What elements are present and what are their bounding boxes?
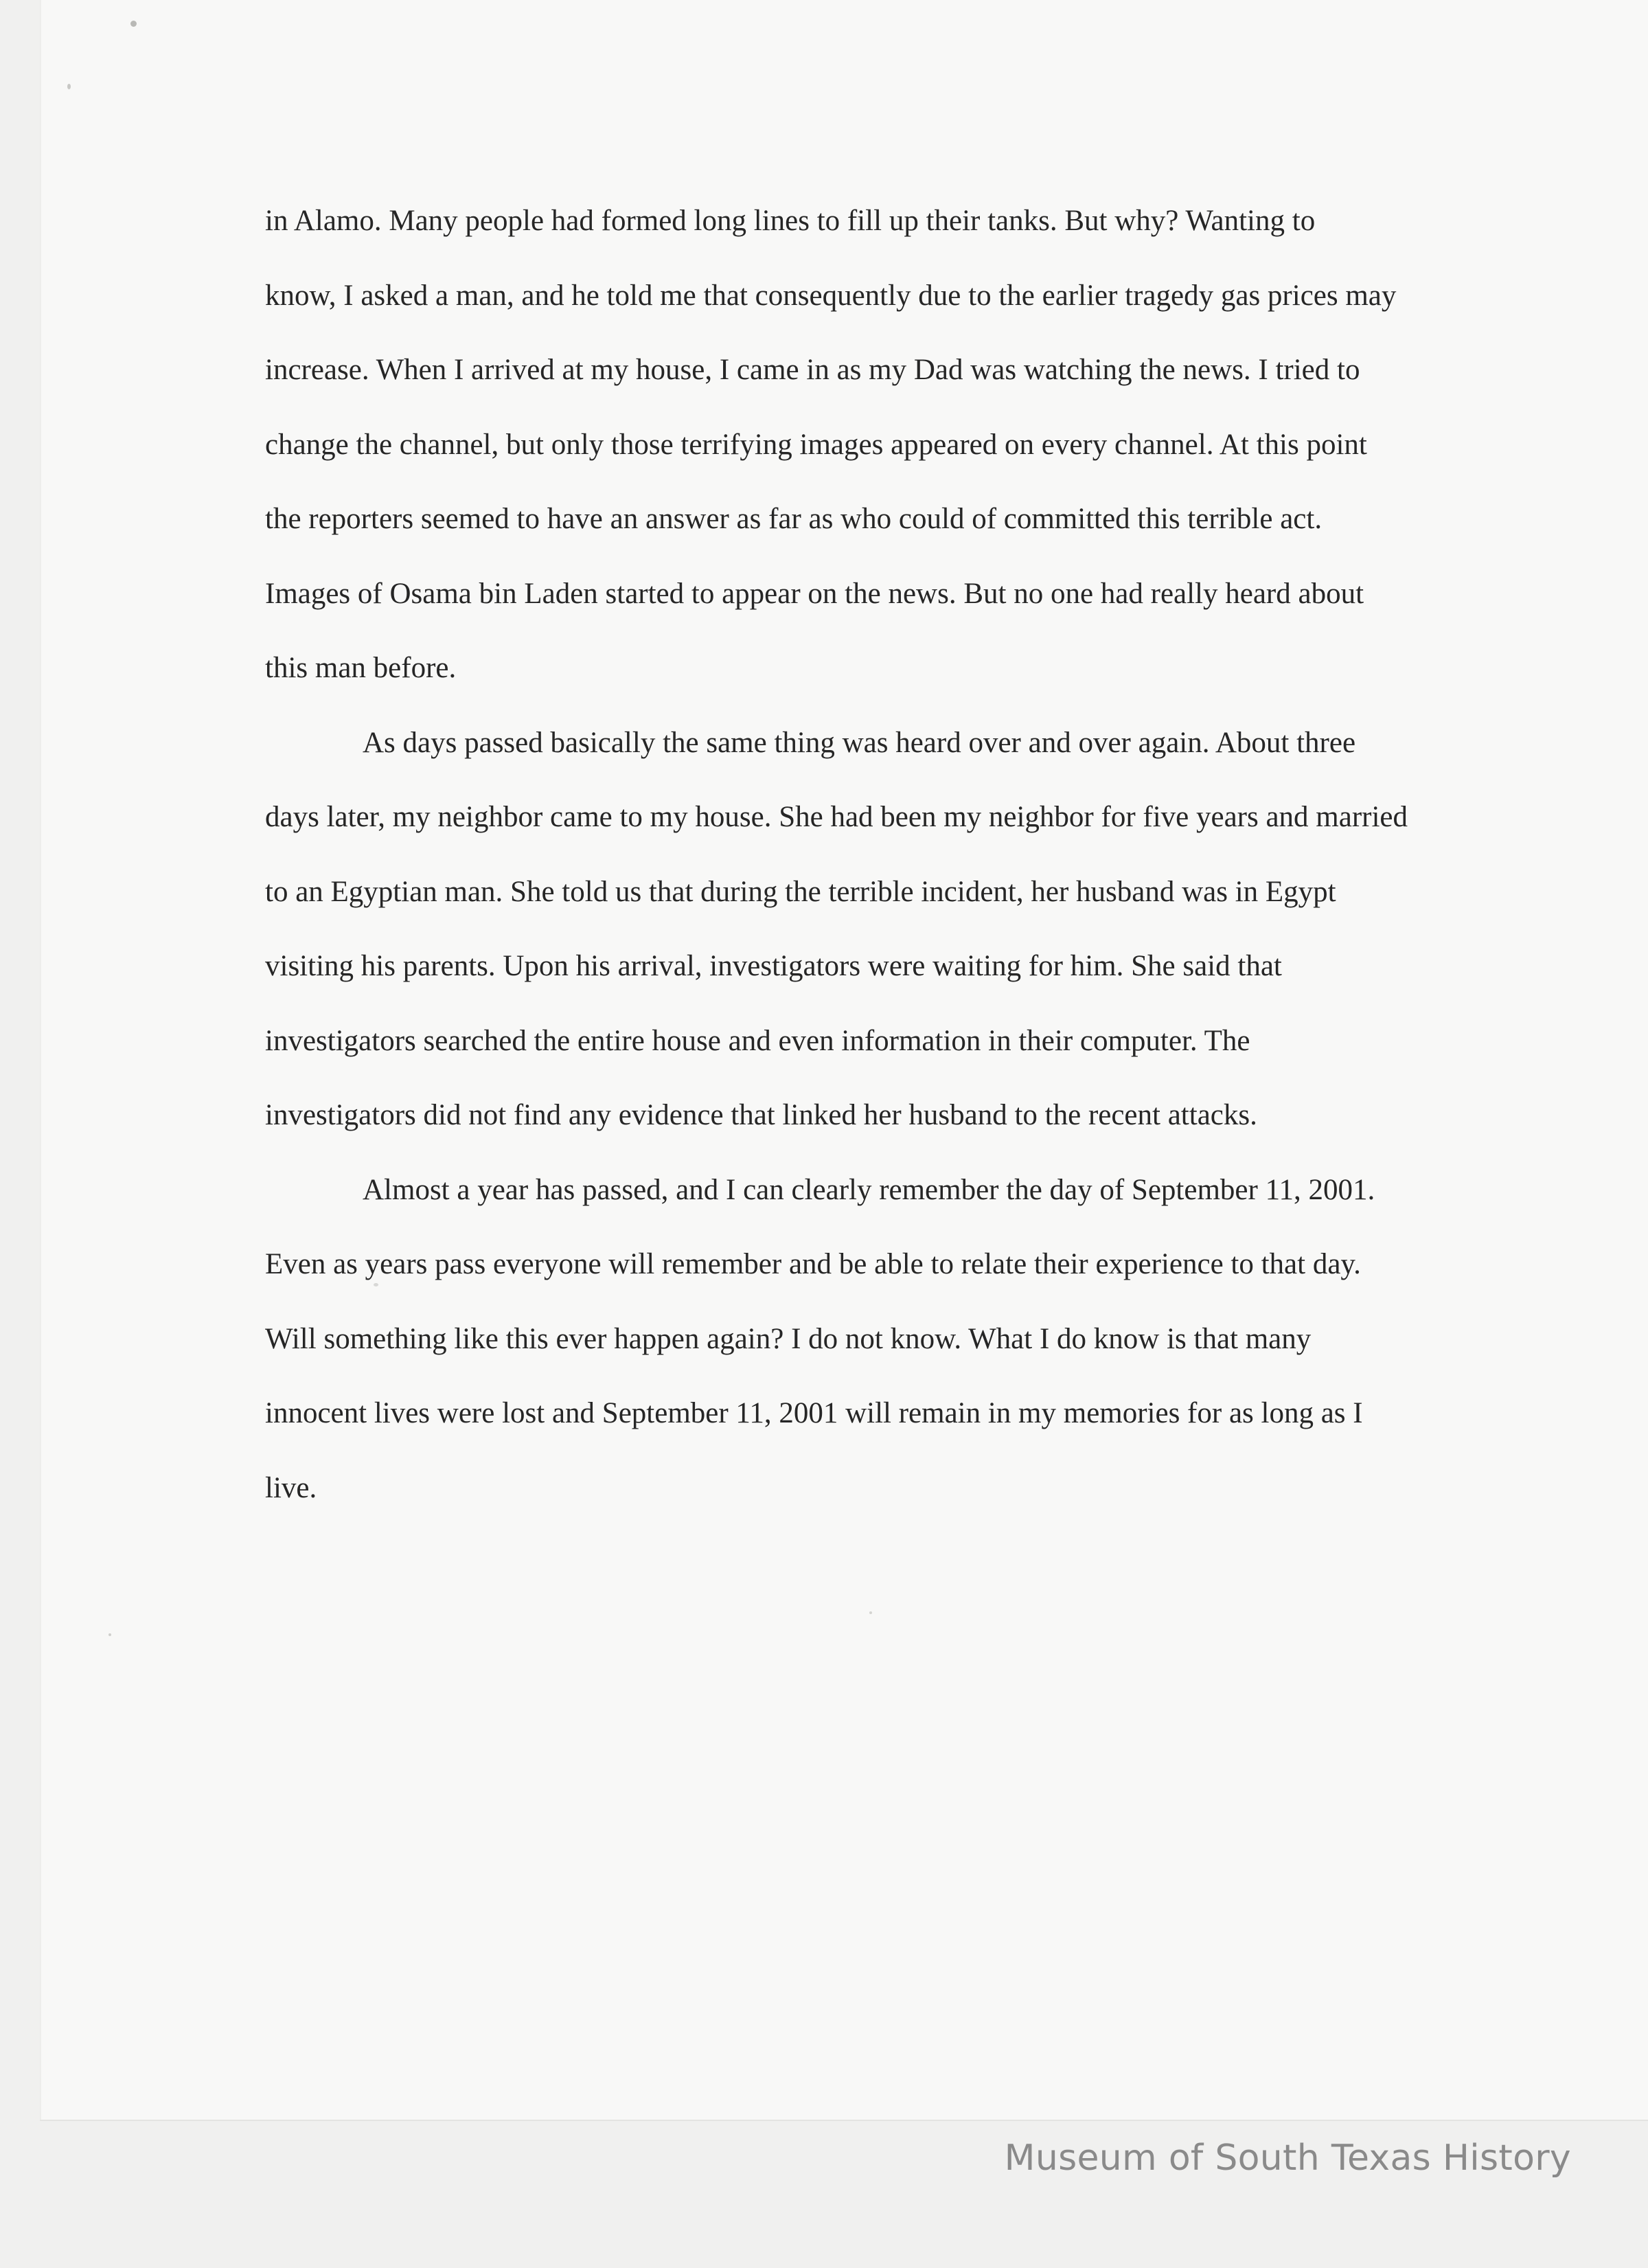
museum-credit-watermark: Museum of South Texas History (1004, 2137, 1571, 2179)
text-line: Almost a year has passed, and I can clearly remember the day of September 11, 2001. (363, 1173, 1375, 1206)
paragraph-1 (265, 184, 1570, 706)
text-line: Will something like this ever happen again? I do not know. What I do know is that many (265, 1322, 1312, 1355)
text-line: Even as years pass everyone will remember and be able to relate their experience to that day. (265, 1248, 1361, 1280)
text-line: investigators searched the entire house and even information in their computer. The (265, 1024, 1250, 1057)
scan-speck (67, 84, 71, 89)
paragraph-3 (265, 1153, 1570, 1526)
text-line: to an Egyptian man. She told us that during the terrible incident, her husband was in Egypt (265, 875, 1336, 908)
paragraph-2 (265, 706, 1570, 1153)
text-line: As days passed basically the same thing was heard over and over again. About three (363, 726, 1356, 759)
text-line: this man before. (265, 652, 457, 684)
text-line: change the channel, but only those terrifying images appeared on every channel. At this point (265, 428, 1367, 461)
scan-speck (130, 21, 137, 27)
document-body (265, 184, 1570, 1526)
scan-speck (869, 1611, 872, 1614)
text-line: in Alamo. Many people had formed long lines to fill up their tanks. But why? Wanting to (265, 205, 1316, 237)
text-line: visiting his parents. Upon his arrival, investigators were waiting for him. She said that (265, 950, 1282, 982)
text-line: increase. When I arrived at my house, I came in as my Dad was watching the news. I tried to (265, 354, 1360, 386)
document-page (40, 0, 1648, 2121)
text-line: investigators did not find any evidence that linked her husband to the recent attacks. (265, 1099, 1257, 1131)
text-line: days later, my neighbor came to my house. She had been my neighbor for five years and married (265, 801, 1408, 833)
text-line: Images of Osama bin Laden started to appear on the news. But no one had really heard about (265, 577, 1364, 610)
text-line: know, I asked a man, and he told me that consequently due to the earlier tragedy gas prices may (265, 279, 1397, 312)
text-line: the reporters seemed to have an answer as far as who could of committed this terrible act. (265, 503, 1323, 535)
text-line: live. (265, 1471, 317, 1504)
scan-speck (108, 1633, 111, 1636)
text-line: innocent lives were lost and September 11, 2001 will remain in my memories for as long as I (265, 1397, 1363, 1429)
